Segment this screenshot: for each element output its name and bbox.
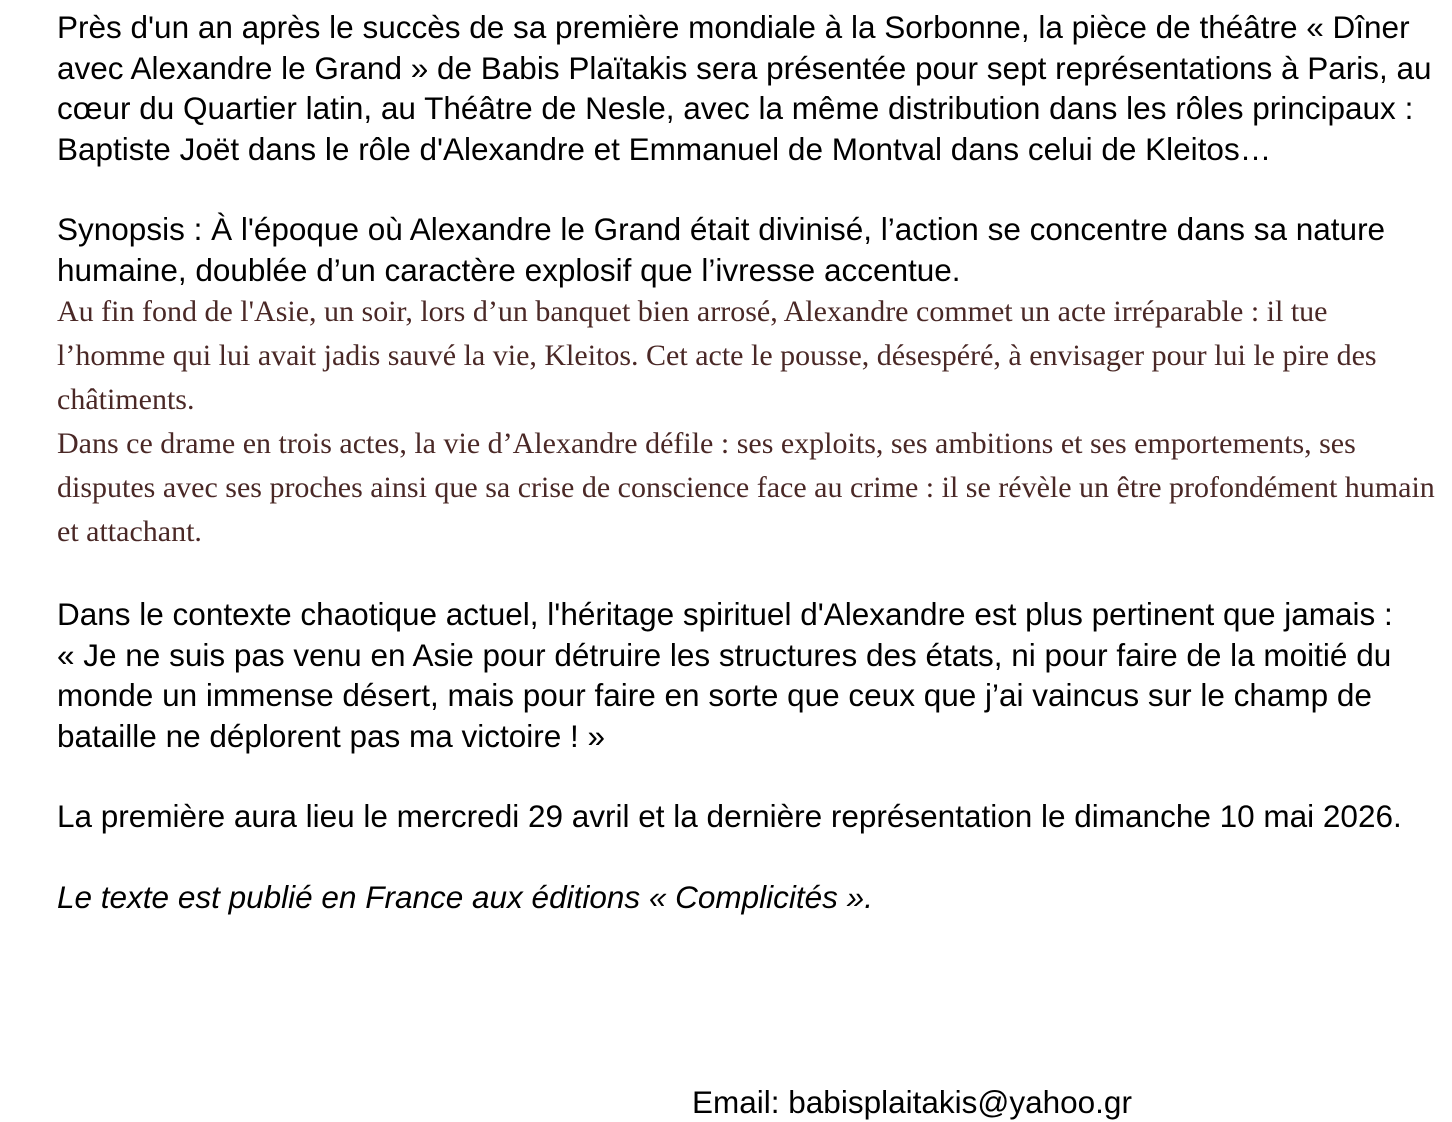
contact-email[interactable]: Email: babisplaitakis@yahoo.gr <box>692 1084 1132 1120</box>
synopsis-banquet-paragraph: Au fin fond de l'Asie, un soir, lors d’un banquet bien arrosé, Alexandre commet un acte irréparable : il tue l’homme qui lui avait jadis sauvé la vie, Kleitos. Cet acte le pousse, désespéré, à envisager pour lui le pire des châtiments. <box>57 295 1377 416</box>
intro-paragraph: Près d'un an après le succès de sa première mondiale à la Sorbonne, la pièce de théâtre « Dîner avec Alexandre le Grand » de Babis Plaïtakis sera présentée pour sept représentations à Paris, au cœur du Quartier latin, au Théâtre de Nesle, avec la même distribution dans les rôles principaux : Baptiste Joët dans le rôle d'Alexandre et Emmanuel de Montval dans celui de Kleitos… <box>57 9 1432 167</box>
document-body <box>57 7 1437 957</box>
synopsis-drama-paragraph: Dans ce drame en trois actes, la vie d’Alexandre défile : ses exploits, ses ambitions et ses emportements, ses disputes avec ses proches ainsi que sa crise de conscience face au crime : il se révèle un être profondément humain et attachant. <box>57 427 1435 548</box>
context-paragraph: Dans le contexte chaotique actuel, l'héritage spirituel d'Alexandre est plus pertinent que jamais : <box>57 596 1393 632</box>
alexander-quote: « Je ne suis pas venu en Asie pour détruire les structures des états, ni pour faire de la moitié du monde un immense désert, mais pour faire en sorte que ceux que j’ai vaincus sur le champ de bataille ne déplorent pas ma victoire ! » <box>57 636 1392 754</box>
publisher-note: Le texte est publié en France aux éditions « Complicités ». <box>57 878 873 915</box>
synopsis-paragraph: Synopsis : À l'époque où Alexandre le Grand était divinisé, l’action se concentre dans sa nature humaine, doublée d’un caractère explosif que l’ivresse accentue. <box>57 211 1386 288</box>
premiere-dates-paragraph: La première aura lieu le mercredi 29 avril et la dernière représentation le dimanche 10 mai 2026. <box>57 798 1402 834</box>
